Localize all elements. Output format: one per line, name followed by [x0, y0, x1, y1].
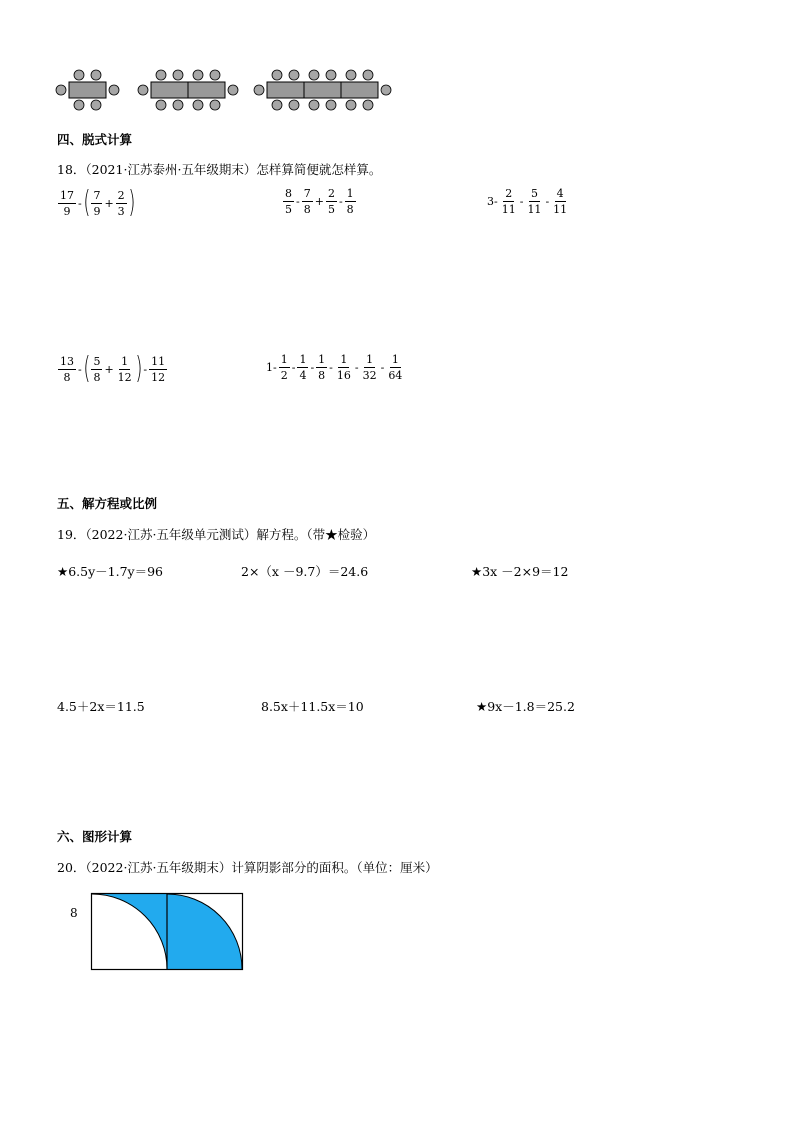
chair — [272, 100, 282, 110]
chair — [193, 70, 203, 80]
chair — [346, 70, 356, 80]
section-6-title: 六、图形计算 — [57, 829, 133, 844]
chair — [74, 70, 84, 80]
question-18: 18．（2021·江苏泰州·五年级期末）怎样算简便就怎样算。 — [57, 162, 382, 177]
equation-6: ★9x－1.8＝25.2 — [476, 699, 575, 714]
expr-18-1: $\frac{17}{9}$ - ( $\frac{7}{9}$ + $\frac{2}{3}$ ) — [60, 185, 136, 220]
chair — [74, 100, 84, 110]
chair — [289, 70, 299, 80]
fraction: $\frac{7}{9}$ — [93, 188, 101, 218]
expr-18-2: $\frac{8}{5}$ - $\frac{7}{8}$ + $\frac{2}{5}$ - $\frac{1}{8}$ — [285, 187, 354, 216]
chair — [156, 70, 166, 80]
chair — [109, 85, 119, 95]
chair — [326, 100, 336, 110]
chair — [193, 100, 203, 110]
chair — [346, 100, 356, 110]
chair — [228, 85, 238, 95]
figure-label: 8 — [70, 906, 78, 920]
chair — [381, 85, 391, 95]
equation-3: ★3x －2×9＝12 — [471, 564, 569, 579]
chair — [363, 100, 373, 110]
chair — [289, 100, 299, 110]
expr-18-3: 3- $\frac{2}{11}$ - $\frac{5}{11}$ - $\frac{4}{11}$ — [487, 187, 568, 216]
question-19: 19．（2022·江苏·五年级单元测试）解方程。（带★检验） — [57, 527, 376, 542]
chair — [173, 70, 183, 80]
expr-18-4: $\frac{13}{8}$ - ( $\frac{5}{8}$ + $\frac{1}{12}$ ) - $\frac{11}{12}$ — [60, 351, 166, 386]
chair — [254, 85, 264, 95]
chair — [309, 70, 319, 80]
chair — [91, 70, 101, 80]
section-4-title: 四、脱式计算 — [57, 132, 133, 147]
chair — [210, 100, 220, 110]
table-group-1 — [56, 70, 119, 110]
equation-4: 4.5＋2x＝11.5 — [57, 699, 145, 714]
equation-2: 2×（x －9.7）＝24.6 — [241, 564, 369, 579]
shaded-quarter-left — [92, 894, 167, 969]
chair — [363, 70, 373, 80]
table — [267, 82, 304, 98]
equation-1: ★6.5y－1.7y＝96 — [57, 564, 163, 579]
question-20: 20．（2022·江苏·五年级期末）计算阴影部分的面积。（单位：厘米） — [57, 860, 438, 875]
chair — [138, 85, 148, 95]
table — [69, 82, 106, 98]
table — [188, 82, 225, 98]
shaded-area-figure — [90, 892, 244, 971]
chair — [272, 70, 282, 80]
equation-5: 8.5x＋11.5x＝10 — [261, 699, 364, 714]
chair — [91, 100, 101, 110]
chair — [309, 100, 319, 110]
chair — [210, 70, 220, 80]
fraction: $\frac{2}{3}$ — [117, 188, 125, 218]
chair — [56, 85, 66, 95]
chair — [326, 70, 336, 80]
tables-chairs-figure — [55, 66, 395, 116]
section-5-title: 五、解方程或比例 — [57, 496, 158, 511]
table-group-2 — [138, 70, 238, 110]
table-group-3 — [254, 70, 391, 110]
table — [304, 82, 341, 98]
expr-18-5: 1- $\frac{1}{2}$ - $\frac{1}{4}$ - $\frac{1}{8}$ - $\frac{1}{16}$ - $\frac{1}{32}$ - $\frac{1}{64}$ — [266, 353, 403, 382]
table — [151, 82, 188, 98]
shaded-quarter-right — [167, 894, 242, 969]
fraction: $\frac{17}{9}$ — [60, 188, 74, 218]
chair — [173, 100, 183, 110]
table — [341, 82, 378, 98]
chair — [156, 100, 166, 110]
